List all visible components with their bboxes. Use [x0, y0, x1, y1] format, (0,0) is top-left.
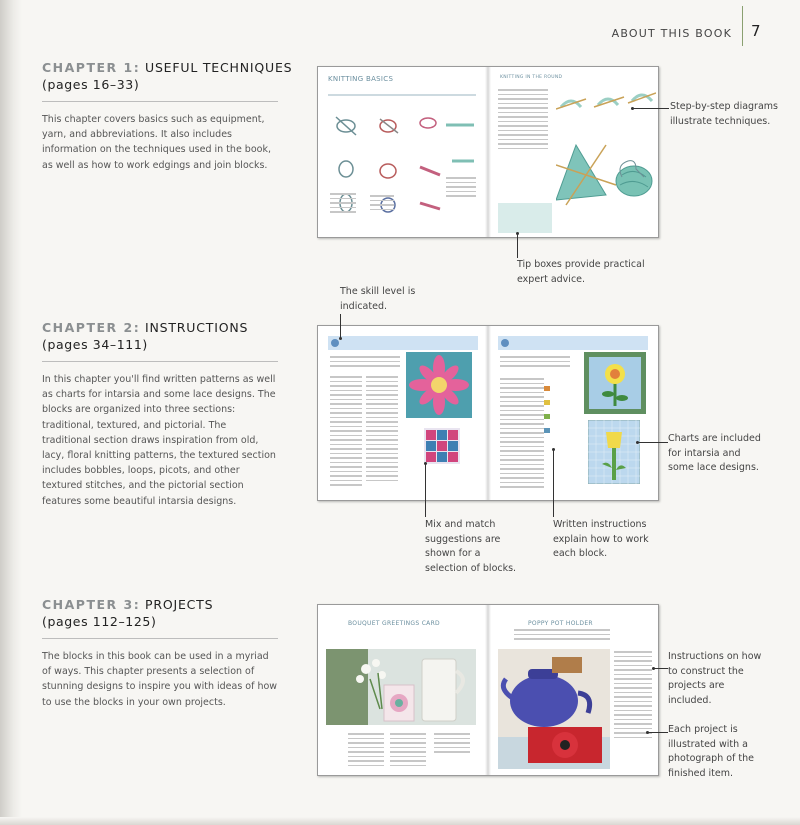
spread-useful-techniques [317, 66, 659, 238]
running-head: ABOUT THIS BOOK [611, 27, 732, 40]
spread1-right-heading: KNITTING IN THE ROUND [500, 75, 563, 80]
spread2-right-intro [500, 356, 570, 370]
callout-each-project: Each project is illustrated with a photograph of the finished item. [668, 724, 754, 779]
callout-mix-match: Mix and match suggestions are shown for a selection of blocks. [425, 519, 517, 574]
page-number: 7 [751, 22, 761, 40]
chapter-1-pages: (pages 16–33) [42, 77, 140, 92]
page-bottom-edge [0, 817, 800, 825]
chapter-3-name: PROJECTS [145, 597, 214, 612]
spread2-right-col-a [500, 378, 544, 491]
pot-holder-photo [498, 649, 610, 769]
chapter-3-title [42, 597, 278, 613]
callout-construct: Instructions on how to construct the projects are included. [668, 651, 762, 706]
spread-projects [317, 604, 659, 776]
spread3-left-col-c [434, 733, 470, 756]
bouquet-card-photo [326, 649, 476, 725]
spread-fold [485, 605, 491, 775]
leader-line-each-project [648, 732, 668, 733]
leader-line-step-by-step [633, 108, 669, 109]
chapter-2-title [42, 320, 278, 336]
spread2-left-col-b [366, 376, 398, 484]
leader-line-mix-match [425, 464, 426, 517]
spread-fold [485, 326, 491, 500]
spread1-text-lines-b [370, 195, 394, 213]
spread2-left-col-a [330, 376, 362, 489]
chapter-1-body: This chapter covers basics such as equipment, yarn, and abbreviations. It also includes information on the techniques used in the book, as well as how to work edgings and join blocks. [42, 114, 271, 171]
pictorial-block-photo [584, 352, 646, 414]
chapter-3-label: CHAPTER 3: [42, 597, 141, 612]
skill-level-banner-left [328, 336, 478, 350]
spread1-text-lines-a [330, 193, 356, 216]
leader-line-tip-boxes [517, 234, 518, 258]
spread1-left-heading: KNITTING BASICS [328, 75, 394, 83]
chapter-1-label: CHAPTER 1: [42, 60, 141, 75]
colour-key-swatches [544, 386, 552, 436]
flower-block-photo [406, 352, 472, 418]
spread2-left-intro [330, 356, 400, 370]
spread1-right-text-lines [498, 89, 548, 152]
leader-dot [339, 337, 342, 340]
chapter-2-label: CHAPTER 2: [42, 320, 141, 335]
spread1-text-lines-c [446, 177, 476, 200]
spread3-left-heading: BOUQUET GREETINGS CARD [348, 620, 440, 627]
leader-line-written [553, 450, 554, 517]
chapter-3-body: The blocks in this book can be used in a myriad of ways. This chapter presents a selection of stunning designs to inspire you with ideas of how to use the blocks in your own projects. [42, 651, 278, 708]
intarsia-chart [588, 420, 640, 484]
leader-line-construct [654, 668, 668, 669]
chapter-1-rule [42, 101, 278, 102]
chapter-2-block [42, 320, 278, 509]
skill-level-icon [331, 339, 339, 347]
chapter-1-title [42, 60, 293, 76]
callout-charts: Charts are included for intarsia and some lace designs. [668, 433, 761, 473]
ring-diagram [614, 155, 650, 185]
callout-tip-boxes: Tip boxes provide practical expert advice. [517, 259, 645, 285]
chapter-1-block [42, 60, 293, 173]
chapter-3-rule [42, 638, 278, 639]
spread3-right-intro [514, 629, 610, 643]
callout-step-by-step: Step-by-step diagrams illustrate techniques. [670, 101, 778, 127]
chapter-1-name: USEFUL TECHNIQUES [145, 60, 293, 75]
spread3-left-col-b [390, 733, 426, 769]
chapter-2-body: In this chapter you'll find written patterns as well as charts for intarsia and some lace designs. The blocks are organized into three sections: traditional, textured, and pictorial. The traditional section draws inspiration from old, lacy, floral knitting patterns, the textured section includes bobbles, loops, picots, and other textured stitches, and the pictorial section features some beautiful intarsia designs. [42, 374, 276, 507]
spread-fold [485, 67, 491, 237]
leader-line-skill-level [340, 314, 341, 338]
book-gutter-shadow [0, 0, 22, 825]
skill-level-banner-right [498, 336, 648, 350]
spread3-right-heading: POPPY POT HOLDER [528, 620, 593, 627]
tip-box [498, 203, 552, 233]
callout-skill-level: The skill level is indicated. [340, 286, 416, 312]
chapter-2-pages: (pages 34–111) [42, 337, 148, 352]
chapter-3-pages: (pages 112–125) [42, 614, 157, 629]
leader-line-charts [638, 442, 668, 443]
chapter-3-block [42, 597, 278, 710]
chapter-2-name: INSTRUCTIONS [145, 320, 249, 335]
mix-and-match-grid [424, 428, 460, 464]
spread3-left-col-a [348, 733, 384, 769]
chapter-2-rule [42, 361, 278, 362]
running-head-rule [742, 6, 743, 46]
callout-written: Written instructions explain how to work each block. [553, 519, 649, 559]
spread3-right-col [614, 651, 652, 741]
spread-instructions [317, 325, 659, 501]
